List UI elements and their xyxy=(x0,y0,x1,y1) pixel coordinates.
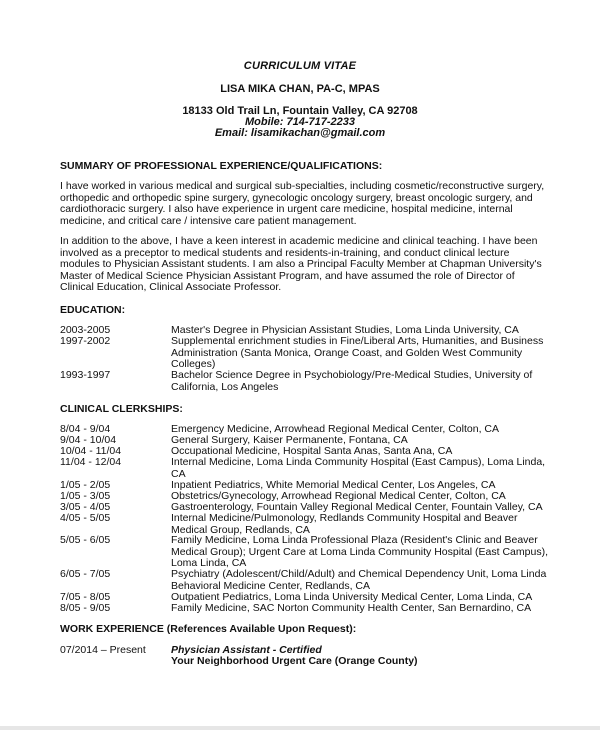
clerkship-date: 1/05 - 3/05 xyxy=(60,490,111,502)
work-date: 07/2014 – Present xyxy=(60,644,146,656)
clerkship-description: General Surgery, Kaiser Permanente, Fontana, CA xyxy=(171,434,408,446)
clerkship-description: Family Medicine, SAC Norton Community Health Center, San Bernardino, CA xyxy=(171,602,532,614)
clerkship-description: Internal Medicine, Loma Linda Community Hospital (East Campus), Loma Linda, CA xyxy=(171,456,546,480)
clerkship-date: 4/05 - 5/05 xyxy=(60,512,111,524)
clerkship-date: 8/04 - 9/04 xyxy=(60,423,111,435)
clerkship-description: Psychiatry (Adolescent/Child/Adult) and Chemical Dependency Unit, Loma Linda Behavioral Medicine Center, Redlands, CA xyxy=(171,568,547,592)
summary-paragraph-1: I have worked in various medical and surgical sub-specialties, including cosmetic/reconstructive surgery, orthopedic and orthopedic spine surgery, gynecologic oncology surgery, breast oncologic surgery, and cardiothoracic surgery. I also have experience in urgent care medicine, hospital medicine, internal medicine, and critical care / intensive care patient management. xyxy=(60,180,545,227)
clerkships-heading: CLINICAL CLERKSHIPS: xyxy=(60,403,183,415)
clerkship-description: Inpatient Pediatrics, White Memorial Medical Center, Los Angeles, CA xyxy=(171,479,496,491)
education-description: Bachelor Science Degree in Psychobiology/Pre-Medical Studies, University of California, Los Angeles xyxy=(171,369,533,393)
clerkship-date: 1/05 - 2/05 xyxy=(60,479,111,491)
page-bottom-edge xyxy=(0,726,600,730)
summary-heading: SUMMARY OF PROFESSIONAL EXPERIENCE/QUALIFICATIONS: xyxy=(60,160,383,172)
clerkship-date: 6/05 - 7/05 xyxy=(60,568,111,580)
clerkship-date: 9/04 - 10/04 xyxy=(60,434,117,446)
clerkship-date: 5/05 - 6/05 xyxy=(60,534,111,546)
clerkship-description: Emergency Medicine, Arrowhead Regional Medical Center, Colton, CA xyxy=(171,423,499,435)
education-description: Supplemental enrichment studies in Fine/Liberal Arts, Humanities, and Business Administration (Santa Monica, Orange Coast, and Golden West Community Colleges) xyxy=(171,335,544,371)
clerkship-date: 8/05 - 9/05 xyxy=(60,602,111,614)
work-employer: Your Neighborhood Urgent Care (Orange County) xyxy=(171,655,418,667)
clerkship-description: Obstetrics/Gynecology, Arrowhead Regional Medical Center, Colton, CA xyxy=(171,490,506,502)
document-title: CURRICULUM VITAE xyxy=(243,60,357,72)
candidate-name: LISA MIKA CHAN, PA-C, MPAS xyxy=(220,83,380,95)
clerkship-description: Gastroenterology, Fountain Valley Regional Medical Center, Fountain Valley, CA xyxy=(171,501,543,513)
email-line: Email: lisamikachan@gmail.com xyxy=(214,127,386,139)
work-role: Physician Assistant - Certified xyxy=(171,644,322,656)
clerkship-date: 11/04 - 12/04 xyxy=(60,456,122,468)
education-description: Master's Degree in Physician Assistant Studies, Loma Linda University, CA xyxy=(171,324,519,336)
education-date: 2003-2005 xyxy=(60,324,111,336)
summary-paragraph-2: In addition to the above, I have a keen interest in academic medicine and clinical teaching. I have been involved as a preceptor to medical students and residents-in-training, and conduct clinical lecture modules to Physician Assistant students. I am also a Principal Faculty Member at Chapman University's Master of Medical Science Physician Assistant Program, and have assumed the role of Director of Clinical Education, Clinical Associate Professor. xyxy=(60,235,542,294)
work-heading: WORK EXPERIENCE (References Available Upon Request): xyxy=(60,623,357,635)
clerkship-description: Internal Medicine/Pulmonology, Redlands Community Hospital and Beaver Medical Group, Redlands, CA xyxy=(171,512,518,536)
clerkship-date: 3/05 - 4/05 xyxy=(60,501,111,513)
address-line: 18133 Old Trail Ln, Fountain Valley, CA 92708 xyxy=(182,105,418,117)
education-date: 1993-1997 xyxy=(60,369,111,381)
clerkship-description: Family Medicine, Loma Linda Professional Plaza (Resident's Clinic and Beaver Medical Group); Urgent Care at Loma Linda Community Hospital (East Campus), Loma Linda, CA xyxy=(171,534,548,570)
education-date: 1997-2002 xyxy=(60,335,111,347)
mobile-line: Mobile: 714-717-2233 xyxy=(244,116,356,128)
clerkship-date: 7/05 - 8/05 xyxy=(60,591,111,603)
clerkship-description: Occupational Medicine, Hospital Santa Anas, Santa Ana, CA xyxy=(171,445,453,457)
clerkship-description: Outpatient Pediatrics, Loma Linda University Medical Center, Loma Linda, CA xyxy=(171,591,533,603)
education-heading: EDUCATION: xyxy=(60,304,126,316)
clerkship-date: 10/04 - 11/04 xyxy=(60,445,122,457)
